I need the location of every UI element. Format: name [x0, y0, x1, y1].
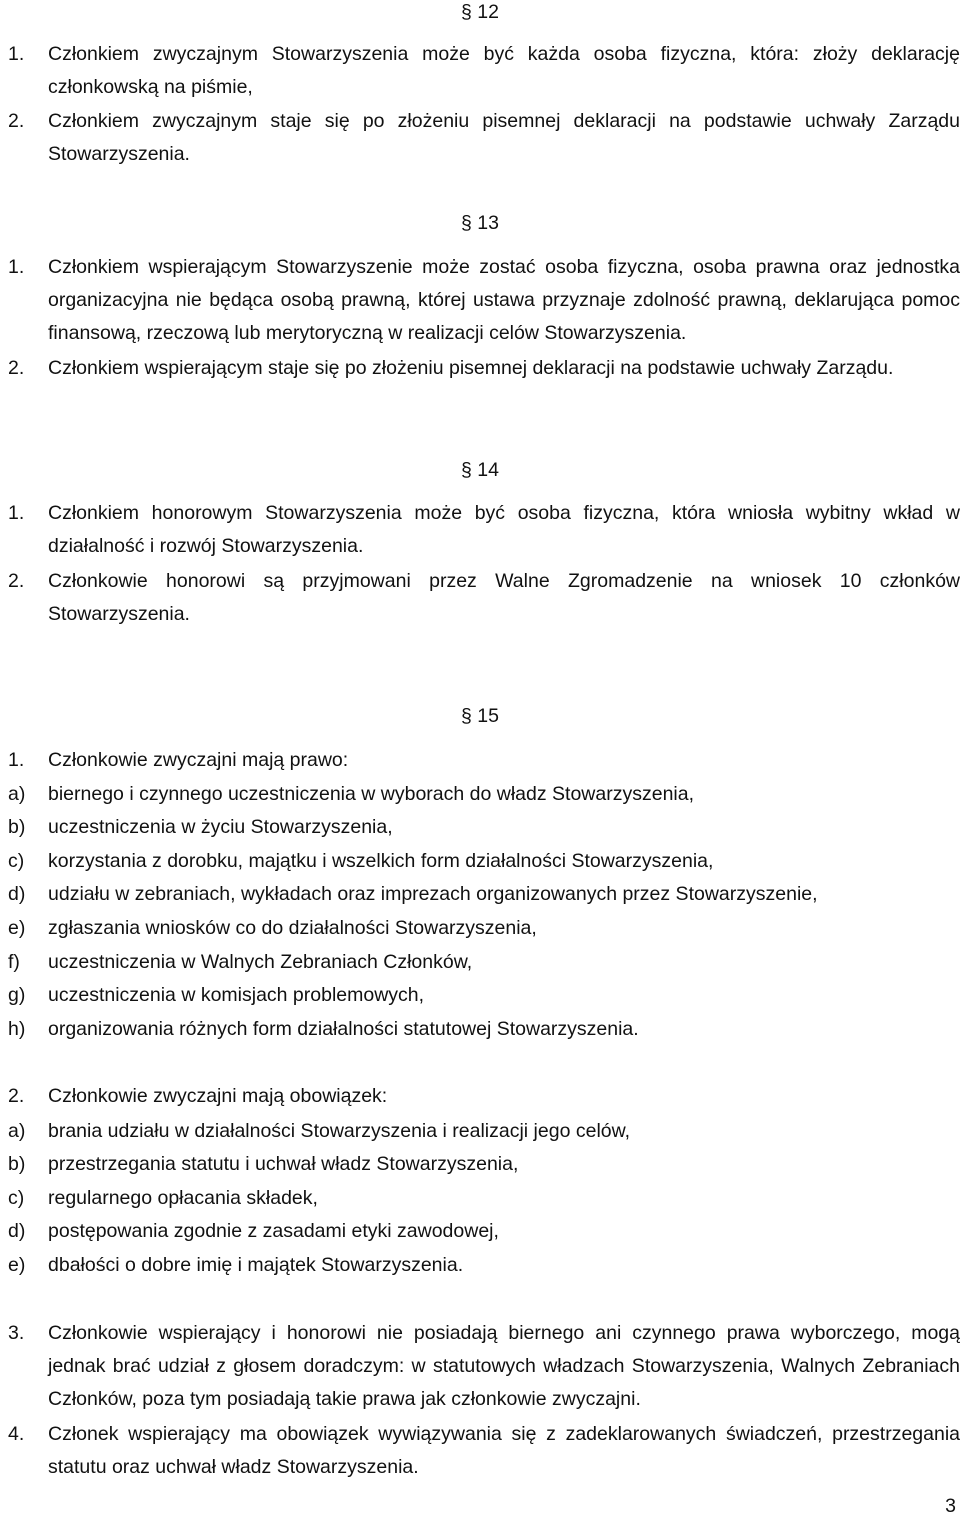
item-number: 3.	[8, 1322, 25, 1344]
list-text: biernego i czynnego uczestniczenia w wyborach do władz Stowarzyszenia,	[48, 783, 695, 805]
item-text: Członkowie honorowi są przyjmowani przez Walne Zgromadzenie na wniosek 10 członków Stowarzyszenia.	[48, 570, 960, 625]
section-14-heading: § 14	[461, 459, 499, 481]
item-text: Członkiem wspierającym staje się po złożeniu pisemnej deklaracji na podstawie uchwały Zarządu.	[48, 357, 894, 379]
item-number: 1.	[8, 43, 25, 65]
list-letter: d)	[8, 883, 26, 905]
list-letter: e)	[8, 1254, 26, 1276]
list-letter: b)	[8, 1153, 26, 1175]
item-number: 1.	[8, 502, 25, 524]
list-letter: a)	[8, 1120, 26, 1142]
item-number: 2.	[8, 110, 25, 132]
item-text: Członkiem wspierającym Stowarzyszenie może zostać osoba fizyczna, osoba prawna oraz jednostka organizacyjna nie będąca osobą prawną, której ustawa przyznaje zdolność prawną, deklarująca pomoc finansową, rzeczową lub merytoryczną w realizacji celów Stowarzyszenia.	[48, 256, 960, 344]
item-number: 1.	[8, 256, 25, 278]
list-text: zgłaszania wniosków co do działalności Stowarzyszenia,	[48, 917, 537, 939]
item-number: 2.	[8, 570, 25, 592]
list-text: uczestniczenia w życiu Stowarzyszenia,	[48, 816, 393, 838]
list-letter: d)	[8, 1220, 26, 1242]
item-text: Członkowie zwyczajni mają prawo:	[48, 749, 349, 771]
item-number: 4.	[8, 1423, 25, 1445]
list-text: korzystania z dorobku, majątku i wszelkich form działalności Stowarzyszenia,	[48, 850, 714, 872]
item-text: Członkowie zwyczajni mają obowiązek:	[48, 1085, 388, 1107]
item-number: 1.	[8, 749, 25, 771]
list-text: brania udziału w działalności Stowarzyszenia i realizacji jego celów,	[48, 1120, 631, 1142]
section-12-heading: § 12	[461, 1, 499, 23]
section-13-heading: § 13	[461, 212, 499, 234]
item-text: Członkiem zwyczajnym staje się po złożeniu pisemnej deklaracji na podstawie uchwały Zarządu Stowarzyszenia.	[48, 110, 960, 165]
list-letter: c)	[8, 1187, 25, 1209]
section-15-heading: § 15	[461, 705, 499, 727]
list-letter: e)	[8, 917, 26, 939]
item-text: Członek wspierający ma obowiązek wywiązywania się z zadeklarowanych świadczeń, przestrzegania statutu oraz uchwał władz Stowarzyszenia.	[48, 1423, 960, 1478]
list-text: udziału w zebraniach, wykładach oraz imprezach organizowanych przez Stowarzyszenie,	[48, 883, 818, 905]
list-letter: h)	[8, 1018, 26, 1040]
list-text: uczestniczenia w Walnych Zebraniach Członków,	[48, 951, 473, 973]
list-text: regularnego opłacania składek,	[48, 1187, 318, 1209]
list-letter: g)	[8, 984, 26, 1006]
list-text: organizowania różnych form działalności statutowej Stowarzyszenia.	[48, 1018, 639, 1040]
list-letter: a)	[8, 783, 26, 805]
item-number: 2.	[8, 357, 25, 379]
list-text: dbałości o dobre imię i majątek Stowarzyszenia.	[48, 1254, 464, 1276]
item-number: 2.	[8, 1085, 25, 1107]
list-text: postępowania zgodnie z zasadami etyki zawodowej,	[48, 1220, 499, 1242]
list-letter: c)	[8, 850, 25, 872]
page-number: 3	[945, 1495, 956, 1517]
item-text: Członkiem honorowym Stowarzyszenia może być osoba fizyczna, która wniosła wybitny wkład w działalność i rozwój Stowarzyszenia.	[48, 502, 960, 557]
item-text: Członkowie wspierający i honorowi nie posiadają biernego ani czynnego prawa wyborczego, mogą jednak brać udział z głosem doradczym: w statutowych władzach Stowarzyszenia, Walnych Zebraniach Członków, poza tym posiadają takie prawa jak członkowie zwyczajni.	[48, 1322, 960, 1410]
list-text: przestrzegania statutu i uchwał władz Stowarzyszenia,	[48, 1153, 519, 1175]
list-letter: b)	[8, 816, 26, 838]
list-text: uczestniczenia w komisjach problemowych,	[48, 984, 425, 1006]
list-letter: f)	[8, 951, 20, 973]
item-text: Członkiem zwyczajnym Stowarzyszenia może być każda osoba fizyczna, która: złoży deklarację członkowską na piśmie,	[48, 43, 960, 98]
